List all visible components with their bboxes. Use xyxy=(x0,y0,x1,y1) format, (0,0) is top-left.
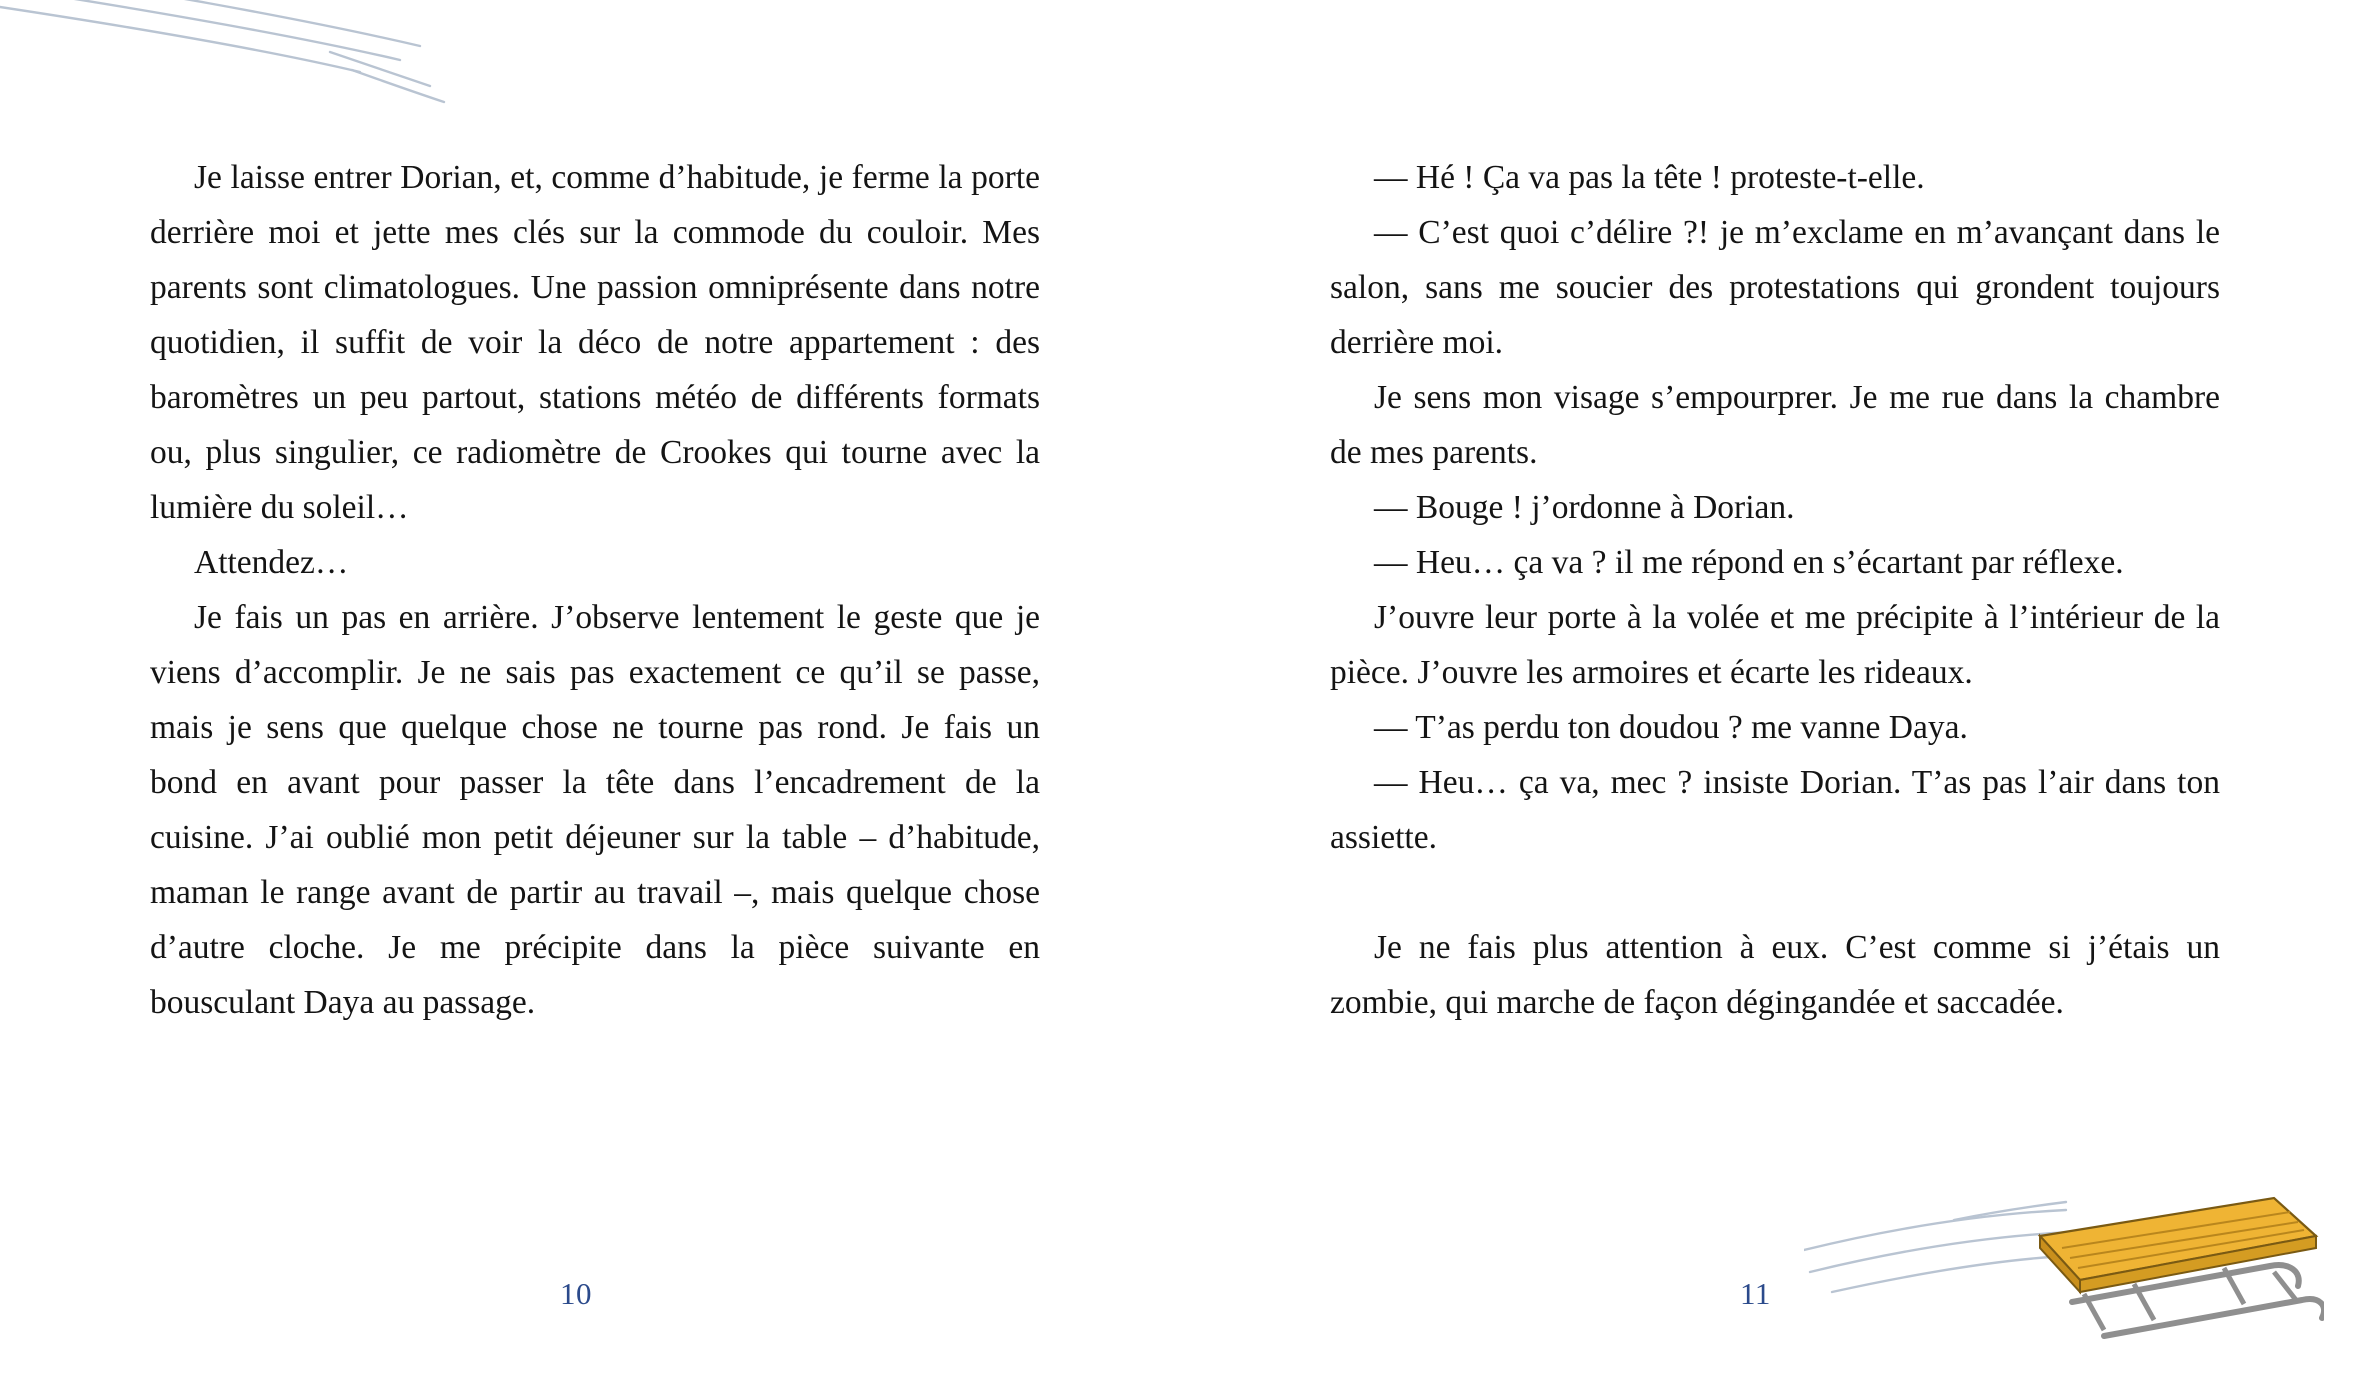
paragraph: — Bouge ! j’ordonne à Dorian. xyxy=(1374,489,1795,526)
page-number-left: 10 xyxy=(560,1276,592,1311)
paragraph: Je sens mon visage s’empourprer. Je me rue dans la chambre de mes parents. xyxy=(1330,379,2220,471)
right-page-text xyxy=(1330,150,2220,1030)
paragraph: — T’as perdu ton doudou ? me vanne Daya. xyxy=(1374,709,1968,746)
paragraph: Je ne fais plus attention à eux. C’est comme si j’étais un zombie, qui marche de façon dégingandée et saccadée. xyxy=(1330,929,2220,1021)
paragraph: — Heu… ça va, mec ? insiste Dorian. T’as pas l’air dans ton assiette. xyxy=(1330,764,2220,856)
paragraph: — C’est quoi c’délire ?! je m’exclame en m’avançant dans le salon, sans me soucier des protestations qui grondent toujours derrière moi. xyxy=(1330,214,2220,361)
page-number-right: 11 xyxy=(1740,1276,1771,1311)
left-page-text xyxy=(150,150,1040,1030)
paragraph: J’ouvre leur porte à la volée et me précipite à l’intérieur de la pièce. J’ouvre les armoires et écarte les rideaux. xyxy=(1330,599,2220,691)
snow-trail-lines-icon xyxy=(0,0,700,160)
paragraph: — Hé ! Ça va pas la tête ! proteste-t-elle. xyxy=(1374,159,1925,196)
paragraph: Je fais un pas en arrière. J’observe lentement le geste que je viens d’accomplir. Je ne sais pas exactement ce qu’il se passe, mais je sens que quelque chose ne tourne pas rond. Je fais un bond en avant pour passer la tête dans l’encadrement de la cuisine. J’ai oublié mon petit déjeuner sur la table – d’habitude, maman le range avant de partir au travail –, mais quelque chose d’autre cloche. Je me précipite dans la pièce suivante en bousculant Daya au passage. xyxy=(150,599,1040,1021)
paragraph: — Heu… ça va ? il me répond en s’écartant par réflexe. xyxy=(1374,544,2124,581)
paragraph: Je laisse entrer Dorian, et, comme d’habitude, je ferme la porte derrière moi et jette mes clés sur la commode du couloir. Mes parents sont climatologues. Une passion omniprésente dans notre quotidien, il suffit de voir la déco de notre appartement : des baromètres un peu partout, stations météo de différents formats ou, plus singulier, ce radiomètre de Crookes qui tourne avec la lumière du soleil… xyxy=(150,159,1040,526)
paragraph: Attendez… xyxy=(194,544,349,581)
text-columns xyxy=(0,150,2354,1270)
